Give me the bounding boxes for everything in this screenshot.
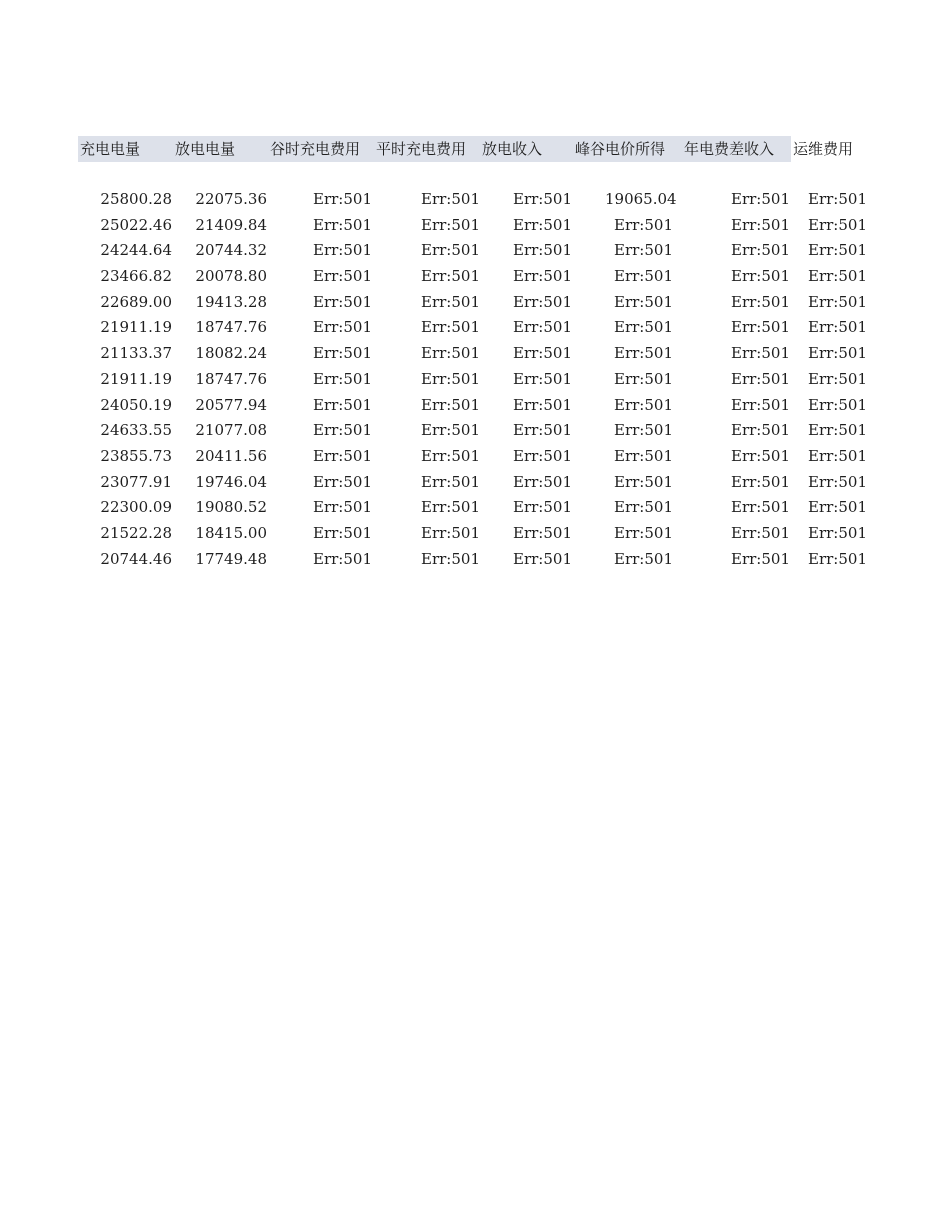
table-cell: 19413.28 bbox=[195, 292, 267, 311]
table-cell: 18415.00 bbox=[195, 523, 267, 542]
table-cell: Err:501 bbox=[513, 446, 572, 465]
table-row bbox=[78, 547, 878, 573]
table-cell: 22300.09 bbox=[100, 498, 172, 517]
table-cell: Err:501 bbox=[731, 292, 790, 311]
table-cell: Err:501 bbox=[731, 318, 790, 337]
table-cell: Err:501 bbox=[808, 421, 867, 440]
data-rows bbox=[78, 187, 878, 572]
table-cell: Err:501 bbox=[421, 498, 480, 517]
table-cell: Err:501 bbox=[731, 344, 790, 363]
table-cell: 22075.36 bbox=[195, 190, 267, 208]
table-cell: Err:501 bbox=[731, 190, 790, 208]
table-cell: Err:501 bbox=[614, 498, 673, 517]
table-cell: Err:501 bbox=[731, 446, 790, 465]
table-cell: 25800.28 bbox=[100, 190, 172, 208]
table-cell: 21409.84 bbox=[195, 215, 267, 234]
header-peak-valley-gain: 峰谷电价所得 bbox=[575, 140, 666, 158]
table-cell: Err:501 bbox=[421, 344, 480, 363]
table-row bbox=[78, 264, 878, 290]
table-cell: 21133.37 bbox=[100, 344, 172, 363]
table-cell: Err:501 bbox=[513, 395, 572, 414]
table-row bbox=[78, 444, 878, 470]
table-cell: Err:501 bbox=[313, 523, 372, 542]
table-cell: Err:501 bbox=[808, 472, 867, 491]
table-row bbox=[78, 315, 878, 341]
table-cell: Err:501 bbox=[513, 344, 572, 363]
table-cell: 22689.00 bbox=[100, 292, 172, 311]
header-discharge-income: 放电收入 bbox=[482, 140, 543, 158]
table-cell: 18082.24 bbox=[195, 344, 267, 363]
table-cell: 24244.64 bbox=[100, 241, 172, 260]
table-cell: Err:501 bbox=[614, 421, 673, 440]
header-maintenance-cost: 运维费用 bbox=[793, 140, 854, 158]
table-cell: Err:501 bbox=[731, 369, 790, 388]
table-cell: Err:501 bbox=[421, 472, 480, 491]
table-cell: Err:501 bbox=[731, 267, 790, 286]
table-row bbox=[78, 521, 878, 547]
table-cell: 21911.19 bbox=[100, 318, 172, 337]
table-cell: Err:501 bbox=[614, 523, 673, 542]
table-cell: Err:501 bbox=[614, 241, 673, 260]
table-cell: Err:501 bbox=[513, 318, 572, 337]
table-cell: Err:501 bbox=[513, 498, 572, 517]
table-cell: Err:501 bbox=[808, 369, 867, 388]
table-cell: Err:501 bbox=[808, 241, 867, 260]
table-cell: Err:501 bbox=[513, 472, 572, 491]
header-charge-energy: 充电电量 bbox=[80, 140, 141, 158]
header-row bbox=[78, 136, 878, 162]
table-cell: Err:501 bbox=[421, 446, 480, 465]
table-cell: 21522.28 bbox=[100, 523, 172, 542]
table-cell: 20744.32 bbox=[195, 241, 267, 260]
table-cell: Err:501 bbox=[513, 267, 572, 286]
table-cell: Err:501 bbox=[313, 395, 372, 414]
table-cell: 24050.19 bbox=[100, 395, 172, 414]
table-cell: Err:501 bbox=[731, 241, 790, 260]
table-cell: 19080.52 bbox=[195, 498, 267, 517]
header-annual-fee-diff: 年电费差收入 bbox=[684, 140, 775, 158]
table-cell: Err:501 bbox=[614, 446, 673, 465]
table-row bbox=[78, 213, 878, 239]
table-cell: Err:501 bbox=[808, 267, 867, 286]
table-cell: 20411.56 bbox=[195, 446, 267, 465]
table-cell: Err:501 bbox=[313, 267, 372, 286]
table-cell: Err:501 bbox=[808, 395, 867, 414]
table-row bbox=[78, 367, 878, 393]
table-cell: Err:501 bbox=[421, 190, 480, 208]
table-cell: Err:501 bbox=[614, 369, 673, 388]
table-cell: Err:501 bbox=[513, 215, 572, 234]
table-cell: Err:501 bbox=[614, 267, 673, 286]
table-cell: Err:501 bbox=[421, 549, 480, 568]
table-cell: 25022.46 bbox=[100, 215, 172, 234]
table-cell: Err:501 bbox=[614, 549, 673, 568]
table-cell: Err:501 bbox=[513, 241, 572, 260]
table-cell: Err:501 bbox=[808, 344, 867, 363]
table-row bbox=[78, 238, 878, 264]
table-cell: Err:501 bbox=[421, 395, 480, 414]
table-cell: 19746.04 bbox=[195, 472, 267, 491]
table-cell: Err:501 bbox=[808, 498, 867, 517]
table-cell: 23077.91 bbox=[100, 472, 172, 491]
table-cell: Err:501 bbox=[513, 292, 572, 311]
table-cell: 20577.94 bbox=[195, 395, 267, 414]
table-row bbox=[78, 470, 878, 496]
table-cell: Err:501 bbox=[313, 446, 372, 465]
table-cell: Err:501 bbox=[731, 421, 790, 440]
table-cell: 21077.08 bbox=[195, 421, 267, 440]
table-cell: Err:501 bbox=[421, 421, 480, 440]
table-cell: Err:501 bbox=[313, 292, 372, 311]
table-cell: Err:501 bbox=[421, 241, 480, 260]
table-cell: Err:501 bbox=[513, 369, 572, 388]
table-cell: Err:501 bbox=[513, 523, 572, 542]
table-cell: Err:501 bbox=[808, 292, 867, 311]
table-cell: Err:501 bbox=[421, 318, 480, 337]
table-cell: Err:501 bbox=[614, 395, 673, 414]
table-cell: 18747.76 bbox=[195, 318, 267, 337]
table-cell: Err:501 bbox=[421, 369, 480, 388]
table-row bbox=[78, 290, 878, 316]
table-cell: 21911.19 bbox=[100, 369, 172, 388]
table-cell: Err:501 bbox=[614, 344, 673, 363]
table-cell: 17749.48 bbox=[195, 549, 267, 568]
table-cell: 20078.80 bbox=[195, 267, 267, 286]
table-cell: Err:501 bbox=[421, 215, 480, 234]
table-cell: 18747.76 bbox=[195, 369, 267, 388]
table-cell: Err:501 bbox=[313, 241, 372, 260]
table-cell: Err:501 bbox=[421, 292, 480, 311]
table-row bbox=[78, 495, 878, 521]
table-cell: Err:501 bbox=[731, 215, 790, 234]
table-cell: Err:501 bbox=[513, 421, 572, 440]
table-cell: Err:501 bbox=[808, 446, 867, 465]
table-cell: Err:501 bbox=[808, 549, 867, 568]
table-cell: Err:501 bbox=[808, 318, 867, 337]
table-cell: Err:501 bbox=[513, 549, 572, 568]
table-cell: Err:501 bbox=[313, 369, 372, 388]
table-cell: 20744.46 bbox=[100, 549, 172, 568]
table-cell: Err:501 bbox=[421, 267, 480, 286]
header-flat-charge-cost: 平时充电费用 bbox=[376, 140, 467, 158]
table-cell: Err:501 bbox=[731, 472, 790, 491]
table-cell: Err:501 bbox=[313, 498, 372, 517]
table-cell: Err:501 bbox=[313, 215, 372, 234]
header-valley-charge-cost: 谷时充电费用 bbox=[270, 140, 361, 158]
table-cell: 19065.04 bbox=[605, 190, 677, 208]
table-cell: Err:501 bbox=[313, 421, 372, 440]
table-cell: Err:501 bbox=[731, 523, 790, 542]
header-discharge-energy: 放电电量 bbox=[175, 140, 236, 158]
table-cell: 23466.82 bbox=[100, 267, 172, 286]
table-cell: Err:501 bbox=[614, 292, 673, 311]
table-cell: 24633.55 bbox=[100, 421, 172, 440]
table-cell: Err:501 bbox=[313, 318, 372, 337]
table-cell: Err:501 bbox=[513, 190, 572, 208]
table-cell: Err:501 bbox=[731, 498, 790, 517]
table-cell: Err:501 bbox=[421, 523, 480, 542]
table-cell: Err:501 bbox=[313, 190, 372, 208]
table-cell: Err:501 bbox=[731, 395, 790, 414]
table-row bbox=[78, 418, 878, 444]
table-cell: Err:501 bbox=[808, 523, 867, 542]
table-cell: Err:501 bbox=[313, 344, 372, 363]
table-cell: Err:501 bbox=[313, 549, 372, 568]
table-row bbox=[78, 393, 878, 419]
table-cell: Err:501 bbox=[614, 472, 673, 491]
table-cell: Err:501 bbox=[808, 190, 867, 208]
table-cell: Err:501 bbox=[614, 318, 673, 337]
table-cell: 23855.73 bbox=[100, 446, 172, 465]
table-row bbox=[78, 341, 878, 367]
table-cell: Err:501 bbox=[731, 549, 790, 568]
table-cell: Err:501 bbox=[808, 215, 867, 234]
table-cell: Err:501 bbox=[313, 472, 372, 491]
table-row bbox=[78, 187, 878, 213]
table-cell: Err:501 bbox=[614, 215, 673, 234]
